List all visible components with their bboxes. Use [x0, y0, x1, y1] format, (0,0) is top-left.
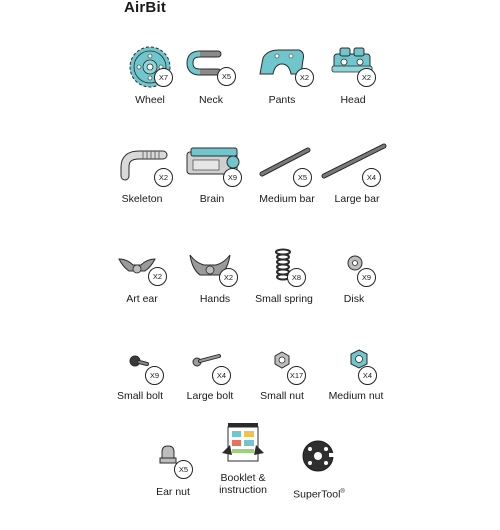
count-badge: X9 [223, 168, 242, 187]
part-label: Ear nut [156, 486, 190, 498]
part-large-bar [302, 140, 412, 230]
count-badge: X2 [357, 68, 376, 87]
count-badge: X5 [293, 168, 312, 187]
part-label: Small bolt [116, 390, 164, 402]
part-label: Wheel [135, 94, 165, 106]
head-icon [298, 40, 408, 130]
count-badge: X17 [287, 366, 306, 385]
count-badge: X2 [154, 168, 173, 187]
part-label: Pants [268, 94, 296, 106]
registered-mark: ® [340, 489, 345, 495]
part-label: Large bar [334, 193, 380, 205]
part-label: Disk [343, 293, 365, 305]
count-badge: X4 [362, 168, 381, 187]
part-medium-nut [301, 348, 411, 438]
part-label: Small nut [260, 390, 304, 402]
part-label: Art ear [126, 293, 158, 305]
part-label-text: SuperTool [293, 488, 341, 501]
part-label: Large bolt [186, 390, 234, 402]
part-disk [299, 245, 409, 335]
count-badge: X8 [287, 268, 306, 287]
large-bar-icon [302, 140, 412, 230]
count-badge: X9 [145, 366, 164, 385]
part-label: Medium bar [259, 193, 315, 205]
count-badge: X5 [174, 460, 193, 479]
count-badge: X7 [154, 68, 173, 87]
count-badge: X9 [357, 268, 376, 287]
part-label: Hands [199, 293, 231, 305]
count-badge: X2 [219, 268, 238, 287]
count-badge: X2 [148, 267, 167, 286]
part-label: Medium nut [328, 390, 384, 402]
count-badge: X4 [358, 366, 377, 385]
part-label-line2: instruction [219, 484, 267, 496]
part-supertool [264, 440, 374, 530]
part-label: Neck [199, 94, 223, 106]
part-label: Small spring [255, 293, 313, 305]
part-label [264, 486, 374, 501]
part-head [298, 40, 408, 130]
count-badge: X5 [217, 67, 236, 86]
page-title: AirBit [124, 0, 167, 16]
part-label: Head [340, 94, 366, 106]
count-badge: X4 [212, 366, 231, 385]
part-label-line1: Booklet & [220, 472, 266, 484]
count-badge: X2 [295, 68, 314, 87]
part-label: Brain [199, 193, 225, 205]
supertool-icon [264, 440, 374, 530]
disk-icon [299, 245, 409, 335]
part-label: Skeleton [121, 193, 163, 205]
